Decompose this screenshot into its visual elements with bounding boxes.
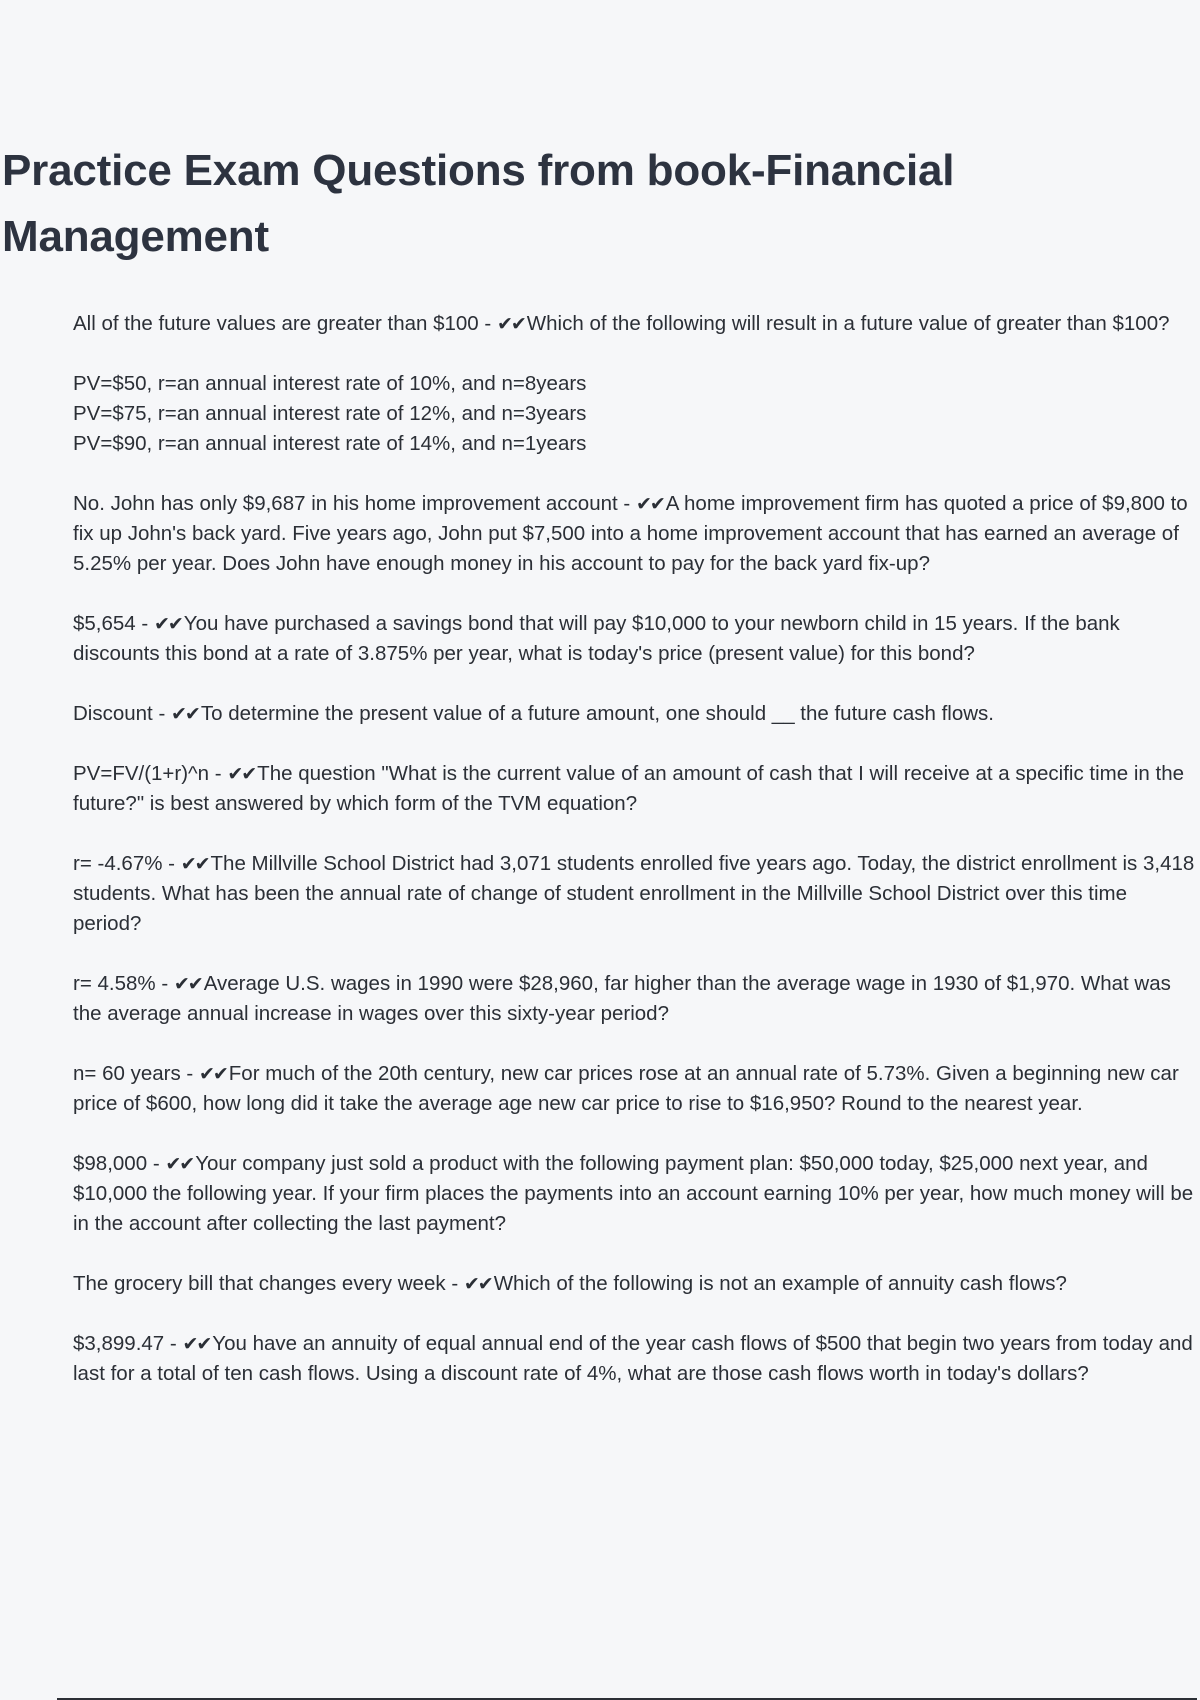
double-checkmark-icon: ✔✔ bbox=[171, 703, 199, 725]
separator: - bbox=[141, 612, 149, 635]
double-checkmark-icon: ✔✔ bbox=[165, 1153, 194, 1175]
separator: - bbox=[451, 1272, 459, 1295]
list-item bbox=[73, 609, 1198, 669]
question-text: Which of the following is not an example of annuity cash flows? bbox=[493, 1272, 1067, 1295]
answer-text: PV=FV/(1+r)^n bbox=[73, 762, 210, 785]
question-text: You have an annuity of equal annual end of the year cash flows of $500 that begin two years from today and last for a total of ten cash flows. Using a discount rate of 4%, what are those cash flows worth in today's dollars? bbox=[73, 1332, 1193, 1385]
list-item bbox=[73, 1269, 1198, 1299]
double-checkmark-icon: ✔✔ bbox=[227, 763, 256, 785]
double-checkmark-icon: ✔✔ bbox=[153, 613, 182, 635]
answer-text: All of the future values are greater than $100 bbox=[73, 312, 479, 335]
separator: - bbox=[152, 1152, 160, 1175]
separator: - bbox=[158, 702, 166, 725]
question-text: To determine the present value of a future amount, one should __ the future cash flows. bbox=[200, 702, 994, 725]
answer-text: Discount bbox=[73, 702, 153, 725]
separator: - bbox=[214, 762, 222, 785]
separator: - bbox=[186, 1062, 194, 1085]
double-checkmark-icon: ✔✔ bbox=[635, 493, 664, 515]
separator: - bbox=[484, 312, 492, 335]
list-item bbox=[73, 489, 1198, 579]
question-text: You have purchased a savings bond that will pay $10,000 to your newborn child in 15 years. If the bank discounts this bond at a rate of 3.875% per year, what is today's price (present value) for this bond? bbox=[73, 612, 1120, 665]
list-item bbox=[73, 1149, 1198, 1239]
list-item bbox=[73, 759, 1198, 819]
double-checkmark-icon: ✔✔ bbox=[173, 973, 202, 995]
double-checkmark-icon: ✔✔ bbox=[496, 313, 525, 335]
double-checkmark-icon: ✔✔ bbox=[463, 1273, 492, 1295]
page-title: Practice Exam Questions from book-Financial Management bbox=[2, 146, 955, 261]
list-item bbox=[73, 699, 1198, 729]
answer-text: $3,899.47 bbox=[73, 1332, 165, 1355]
separator: - bbox=[623, 492, 631, 515]
list-item bbox=[73, 1329, 1198, 1389]
answer-text: The grocery bill that changes every week bbox=[73, 1272, 446, 1295]
answer-text: r= 4.58% bbox=[73, 972, 156, 995]
separator: - bbox=[169, 1332, 177, 1355]
question-text: The question "What is the current value of an amount of cash that I will receive at a specific time in the future?" is best answered by which form of the TVM equation? bbox=[73, 762, 1184, 815]
question-text: For much of the 20th century, new car prices rose at an annual rate of 5.73%. Given a beginning new car price of $600, how long did it take the average age new car price to rise to $16,950? Round to the nearest year. bbox=[73, 1062, 1179, 1115]
list-item bbox=[73, 309, 1198, 459]
question-text: The Millville School District had 3,071 students enrolled five years ago. Today, the district enrollment is 3,418 students. What has been the annual rate of change of student enrollment in the Millville School District over this time period? bbox=[73, 852, 1195, 935]
separator: - bbox=[161, 972, 169, 995]
answer-text: n= 60 years bbox=[73, 1062, 181, 1085]
answer-text: No. John has only $9,687 in his home improvement account bbox=[73, 492, 618, 515]
answer-text: $98,000 bbox=[73, 1152, 148, 1175]
answer-text: r= -4.67% bbox=[73, 852, 163, 875]
question-text: A home improvement firm has quoted a price of $9,800 to fix up John's back yard. Five years ago, John put $7,500 into a home improvement account that has earned an average of 5.25% per year. Does John have enough money in his account to pay for the back yard fix-up? bbox=[73, 492, 1188, 575]
question-text: Which of the following will result in a future value of greater than $100? PV=$50, r=an annual interest rate of 10%, and n=8years PV=$75, r=an annual interest rate of 12%, and n=3years PV=$90, r=an annual interest rate of 14%, and n=1years bbox=[73, 312, 1170, 455]
question-text: Average U.S. wages in 1990 were $28,960, far higher than the average wage in 1930 of $1,970. What was the average annual increase in wages over this sixty-year period? bbox=[73, 972, 1171, 1025]
list-item bbox=[73, 849, 1198, 939]
double-checkmark-icon: ✔✔ bbox=[182, 1333, 211, 1355]
double-checkmark-icon: ✔✔ bbox=[180, 853, 209, 875]
double-checkmark-icon: ✔✔ bbox=[198, 1063, 227, 1085]
answer-text: $5,654 bbox=[73, 612, 136, 635]
question-list bbox=[73, 309, 1198, 1419]
list-item bbox=[73, 969, 1198, 1029]
question-text: Your company just sold a product with the following payment plan: $50,000 today, $25,000 next year, and $10,000 the following year. If your firm places the payments into an account earning 10% per year, how much money will be in the account after collecting the last payment? bbox=[73, 1152, 1194, 1235]
separator: - bbox=[168, 852, 175, 875]
list-item bbox=[73, 1059, 1198, 1119]
